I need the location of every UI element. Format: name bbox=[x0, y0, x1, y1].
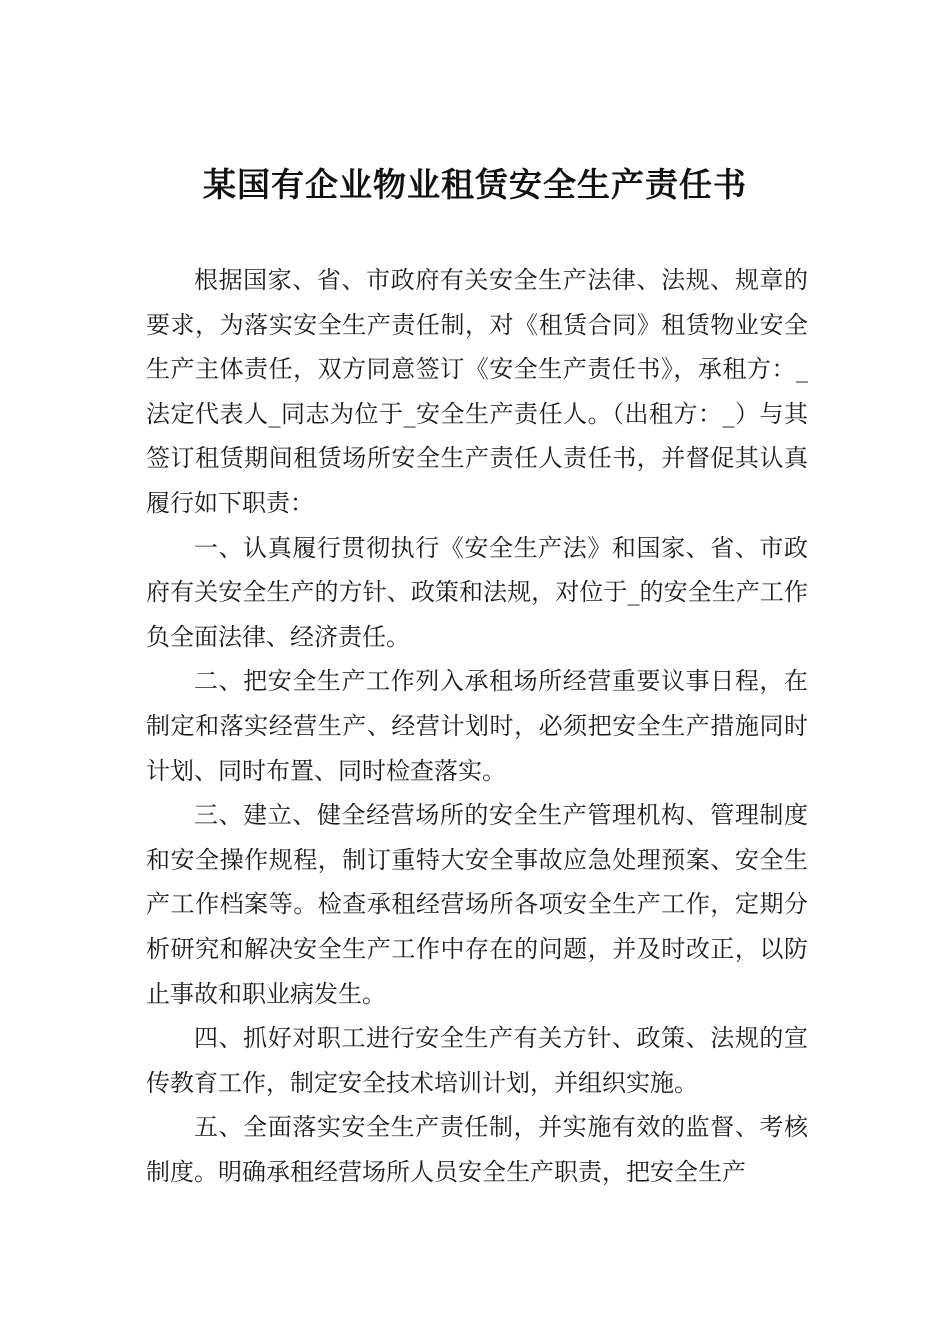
paragraph-text: 二、把安全生产工作列入承租场所经营重要议事日程，在制定和落实经营生产、经营计划时，必须把安全生产措施同时计划、同时布置、同时检查落实。 bbox=[146, 667, 808, 785]
paragraph-intro bbox=[146, 258, 808, 526]
paragraph-text: 根据国家、省、市政府有关安全生产法律、法规、规章的要求，为落实安全生产责任制，对《租赁合同》租赁物业安全生产主体责任，双方同意签订《安全生产责任书》，承租方：_法定代表人_同志为位于_安全生产责任人。（出租方：_）与其签订租赁期间租赁场所安全生产责任人责任书，并督促其认真履行如下职责： bbox=[146, 266, 808, 517]
paragraph-item-2 bbox=[146, 659, 808, 793]
paragraph-text: 五、全面落实安全生产责任制，并实施有效的监督、考核制度。明确承租经营场所人员安全生产职责，把安全生产 bbox=[146, 1113, 808, 1186]
paragraph-text: 一、认真履行贯彻执行《安全生产法》和国家、省、市政府有关安全生产的方针、政策和法规，对位于_的安全生产工作负全面法律、经济责任。 bbox=[146, 533, 808, 651]
paragraph-item-1 bbox=[146, 526, 808, 660]
document-title: 某国有企业物业租赁安全生产责任书 bbox=[203, 165, 747, 204]
paragraph-text: 三、建立、健全经营场所的安全生产管理机构、管理制度和安全操作规程，制订重特大安全事故应急处理预案、安全生产工作档案等。检查承租经营场所各项安全生产工作，定期分析研究和解决安全生产工作中存在的问题，并及时改正，以防止事故和职业病发生。 bbox=[146, 801, 808, 1008]
paragraph-text: 四、抓好对职工进行安全生产有关方针、政策、法规的宣传教育工作，制定安全技术培训计划，并组织实施。 bbox=[146, 1024, 808, 1097]
paragraph-item-3 bbox=[146, 793, 808, 1016]
paragraph-item-4 bbox=[146, 1016, 808, 1105]
document-body bbox=[146, 258, 808, 1194]
paragraph-item-5 bbox=[146, 1105, 808, 1194]
